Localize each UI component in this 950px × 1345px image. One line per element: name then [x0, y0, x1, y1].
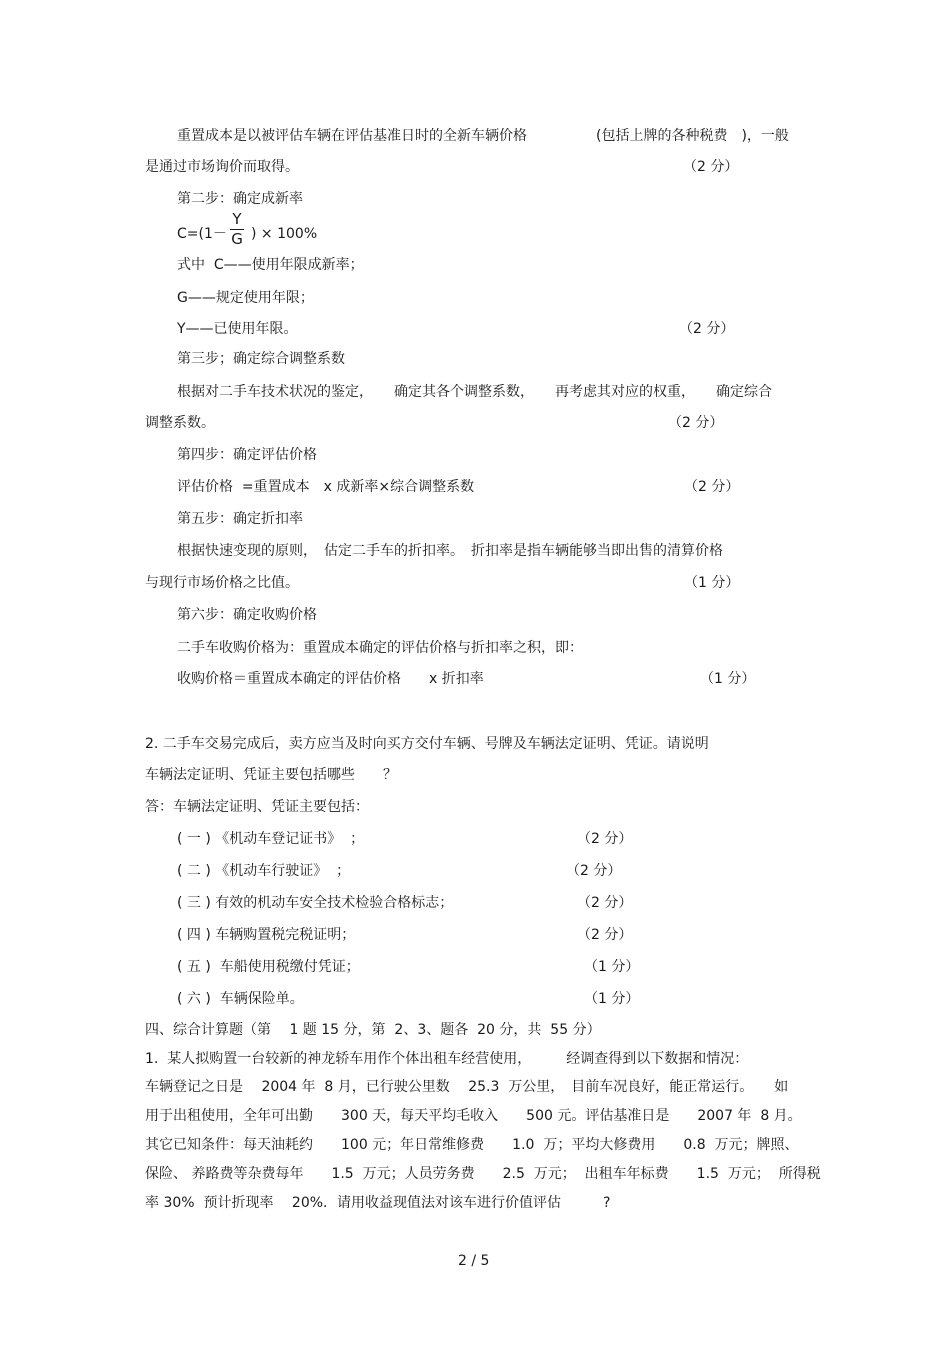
score-note: （2 分）	[577, 831, 633, 847]
text-line: 根据快速变现的原则， 估定二手车的折扣率。 折扣率是指车辆能够当即出售的清算价格	[177, 543, 723, 559]
step-heading: 第六步：确定收购价格	[177, 607, 317, 623]
score-note: （1 分）	[684, 575, 740, 591]
list-item: ( 四 ) 车辆购置税完税证明；	[177, 927, 356, 943]
formula-right: ) × 100%	[251, 226, 318, 242]
score-note: （2 分）	[679, 321, 735, 337]
step-heading: 第五步：确定折扣率	[177, 511, 303, 527]
text-line: 重置成本是以被评估车辆在评估基准日时的全新车辆价格	[177, 128, 527, 144]
step-heading: 第二步：确定成新率	[177, 191, 303, 207]
text-line: G——规定使用年限；	[177, 290, 314, 306]
score-note: （2 分）	[566, 863, 622, 879]
list-item: ( 五 ) 车船使用税缴付凭证；	[177, 959, 360, 975]
list-item: ( 六 ) 车辆保险单。	[177, 991, 304, 1007]
question-text: 车辆登记之日是 2004 年 8 月，已行驶公里数 25.3 万公里， 目前车况良好，能正常运行。 如	[145, 1079, 789, 1095]
question-text: 用于出租使用，全年可出勤 300 天，每天平均毛收入 500 元。评估基准日是 2007 年 8 月。	[145, 1108, 802, 1124]
text-line: 收购价格＝重置成本确定的评估价格 x 折扣率	[177, 671, 484, 687]
text-line: 是通过市场询价而取得。	[145, 159, 299, 175]
question-text: 保险、 养路费等杂费每年 1.5 万元；人员劳务费 2.5 万元； 出租车年标费 1.5 万元； 所得税	[145, 1166, 821, 1182]
text-line: 二手车收购价格为：重置成本确定的评估价格与折扣率之积，即：	[177, 640, 583, 656]
list-item: ( 二 ) 《机动车行驶证》 ；	[177, 863, 351, 879]
page-number: 2 / 5	[458, 1253, 490, 1269]
score-note: （1 分）	[700, 671, 756, 687]
text-line: Y——已使用年限。	[177, 321, 298, 337]
question-text: 1. 某人拟购置一台较新的神龙轿车用作个体出租车经营使用， 经调查得到以下数据和情况：	[145, 1051, 749, 1067]
score-note: （2 分）	[577, 895, 633, 911]
step-heading: 第三步；确定综合调整系数	[177, 351, 345, 367]
formula-fraction	[230, 211, 244, 248]
fraction-numerator: Y	[232, 210, 242, 228]
text-line: (包括上牌的各种税费 )，一般	[596, 128, 789, 144]
text-line: 与现行市场价格之比值。	[145, 575, 299, 591]
list-item: ( 三 ) 有效的机动车安全技术检验合格标志；	[177, 895, 454, 911]
list-item: ( 一 ) 《机动车登记证书》 ；	[177, 831, 365, 847]
score-note: （2 分）	[577, 927, 633, 943]
score-note: （2 分）	[668, 415, 724, 431]
score-note: （2 分）	[683, 159, 739, 175]
question-text: 其它已知条件：每天油耗约 100 元；年日常维修费 1.0 万；平均大修费用 0.8 万元；牌照、	[145, 1137, 799, 1153]
text-line: 调整系数。	[145, 415, 215, 431]
fraction-denominator: G	[231, 230, 243, 248]
formula-left: C=(1－	[177, 226, 227, 242]
text-line: 式中 C——使用年限成新率；	[177, 257, 364, 273]
question-text: 率 30% 预计折现率 20%．请用收益现值法对该车进行价值评估 ?	[145, 1195, 611, 1211]
question-text: 车辆法定证明、凭证主要包括哪些 ？	[145, 767, 397, 783]
text-line: 评估价格 =重置成本 x 成新率×综合调整系数	[177, 479, 475, 495]
score-note: （1 分）	[584, 959, 640, 975]
step-heading: 第四步：确定评估价格	[177, 447, 317, 463]
score-note: （2 分）	[684, 479, 740, 495]
answer-text: 答：车辆法定证明、凭证主要包括：	[145, 799, 369, 815]
section-heading: 四、综合计算题（第 1 题 15 分，第 2、3、题各 20 分，共 55 分）	[145, 1022, 601, 1038]
score-note: （1 分）	[584, 991, 640, 1007]
question-text: 2. 二手车交易完成后，卖方应当及时向买方交付车辆、号牌及车辆法定证明、凭证。请说明	[145, 736, 709, 752]
text-line: 根据对二手车技术状况的鉴定， 确定其各个调整系数， 再考虑其对应的权重， 确定综合	[177, 384, 772, 400]
